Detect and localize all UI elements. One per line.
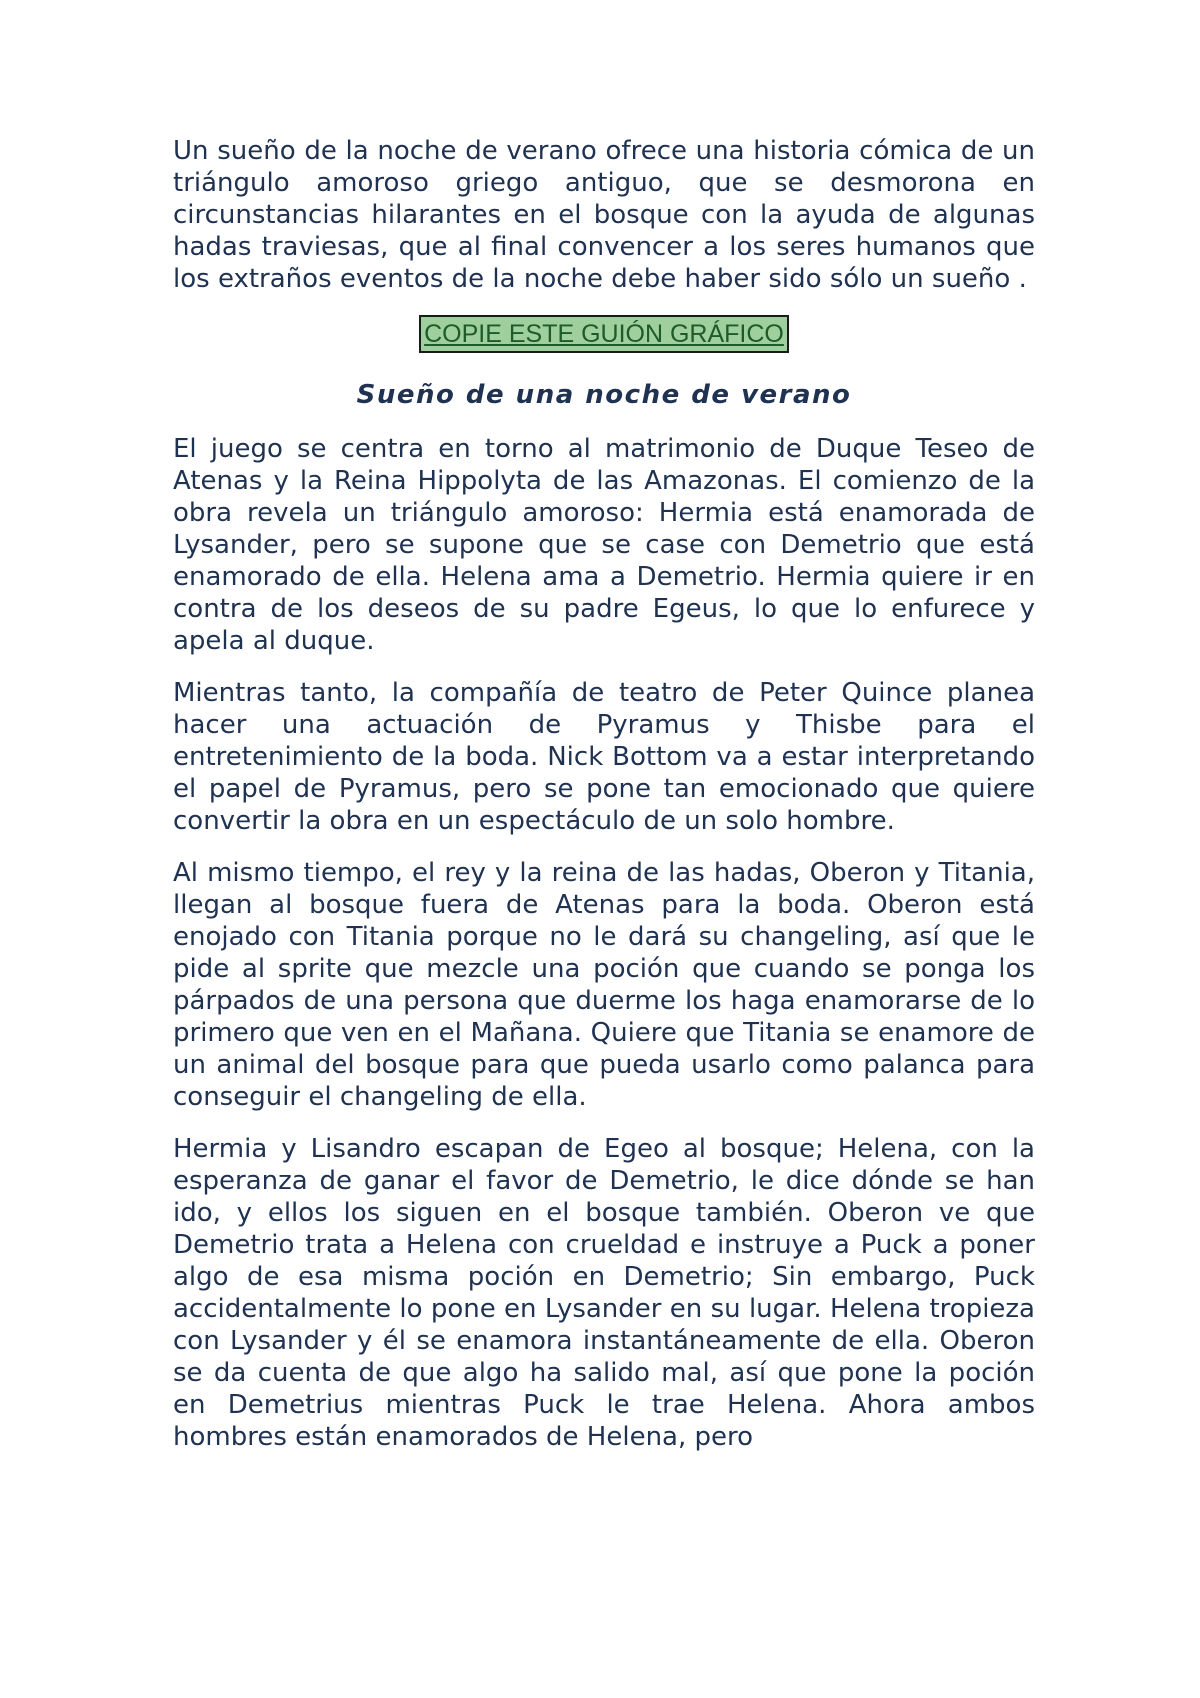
body-paragraph: El juego se centra en torno al matrimonio de Duque Teseo de Atenas y la Reina Hippolyta de las Amazonas. El comienzo de la obra revela un triángulo amoroso: Hermia está enamorada de Lysander, pero se supone que se case con Demetrio que está enamorado de ella. Helena ama a Demetrio. Hermia quiere ir en contra de los deseos de su padre Egeus, lo que lo enfurece y apela al duque. bbox=[173, 434, 1035, 656]
body-paragraph: Al mismo tiempo, el rey y la reina de las hadas, Oberon y Titania, llegan al bosque fuera de Atenas para la boda. Oberon está enojado con Titania porque no le dará su changeling, así que le pide al sprite que mezcle una poción que cuando se ponga los párpados de una persona que duerme los haga enamorarse de lo primero que ven en el Mañana. Quiere que Titania se enamore de un animal del bosque para que pueda usarlo como palanca para conseguir el changeling de ella. bbox=[173, 858, 1035, 1112]
document-page bbox=[173, 135, 1035, 1453]
copy-storyboard-container bbox=[173, 315, 1035, 359]
section-title: Sueño de una noche de verano bbox=[356, 380, 852, 410]
body-paragraph: Hermia y Lisandro escapan de Egeo al bosque; Helena, con la esperanza de ganar el favor de Demetrio, le dice dónde se han ido, y ellos los siguen en el bosque también. Oberon ve que Demetrio trata a Helena con crueldad e instruye a Puck a poner algo de esa misma poción en Demetrio; Sin embargo, Puck accidentalmente lo pone en Lysander en su lugar. Helena tropieza con Lysander y él se enamora instantáneamente de ella. Oberon se da cuenta de que algo ha salido mal, así que pone la poción en Demetrius mientras Puck le trae Helena. Ahora ambos hombres están enamorados de Helena, pero bbox=[173, 1134, 1035, 1452]
body-paragraph: Mientras tanto, la compañía de teatro de Peter Quince planea hacer una actuación de Pyramus y Thisbe para el entretenimiento de la boda. Nick Bottom va a estar interpretando el papel de Pyramus, pero se pone tan emocionado que quiere convertir la obra en un espectáculo de un solo hombre. bbox=[173, 678, 1035, 836]
intro-paragraph: Un sueño de la noche de verano ofrece una historia cómica de un triángulo amoroso griego antiguo, que se desmorona en circunstancias hilarantes en el bosque con la ayuda de algunas hadas traviesas, que al final convencer a los seres humanos que los extraños eventos de la noche debe haber sido sólo un sueño . bbox=[173, 136, 1035, 294]
copy-storyboard-button[interactable]: COPIE ESTE GUIÓN GRÁFICO bbox=[419, 315, 789, 353]
